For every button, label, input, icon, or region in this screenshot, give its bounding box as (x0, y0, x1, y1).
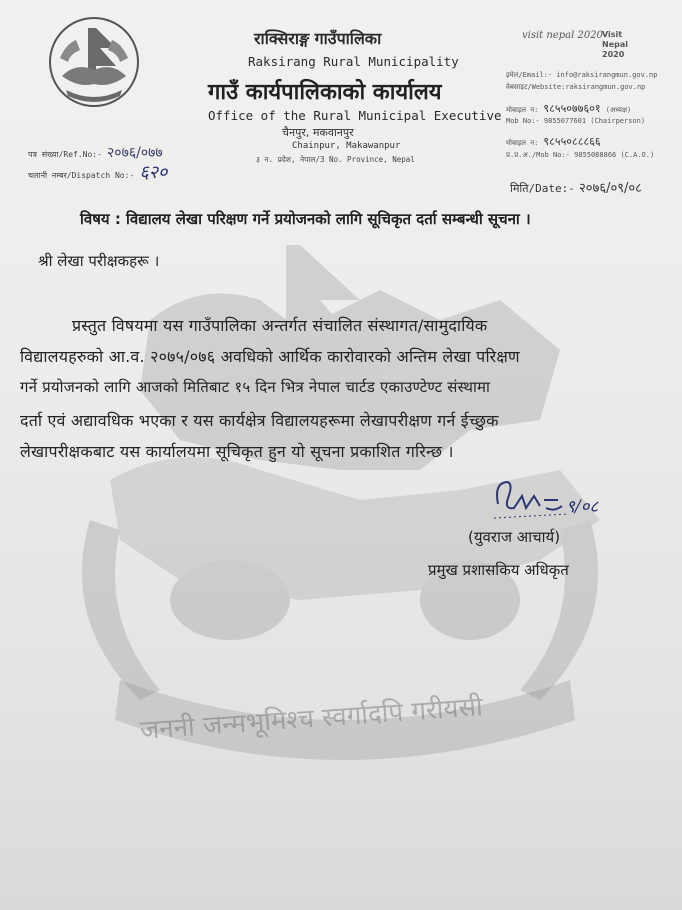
ref-label: पत्र संख्या/Ref.No:- (28, 150, 102, 159)
dispatch-number-row (28, 160, 167, 184)
municipality-name-en: Raksirang Rural Municipality (248, 54, 459, 69)
email-line: इमेल/Email:- info@raksirangmun.gov.np (506, 71, 658, 79)
date-label: मिति/Date:- (510, 182, 575, 195)
signatory-name: (युवराज आचार्य) (468, 528, 561, 546)
mobile-chair-np (506, 97, 631, 116)
body-line: दर्ता एवं अद्यावधिक भएका र यस कार्यक्षेत्र विद्यालयहरूमा लेखापरीक्षण गर्न ईच्छुक (20, 411, 499, 430)
ref-number-row (28, 142, 163, 162)
body-line: विद्यालयहरुको आ.व. २०७५/०७६ अवधिको आर्थिक कारोवारको अन्तिम लेखा परिक्षण (20, 347, 520, 366)
visit-nepal-logo-right: Visit Nepal 2020 (602, 30, 628, 59)
province-line: ३ न. प्रदेश, नेपाल/3 No. Province, Nepal (256, 155, 415, 164)
visit-nepal-logo-left: visit nepal 2020 (522, 30, 603, 41)
address-en: Chainpur, Makawanpur (292, 141, 401, 151)
watermark-motto: जननी जन्मभूमिश्च स्वर्गादपि गरीयसी (138, 692, 484, 746)
letter-date (510, 178, 642, 196)
body-line: गर्ने प्रयोजनको लागि आजको मितिबाट १५ दिन भित्र नेपाल चार्टड एकाउण्टेण्ट संस्थामा (20, 378, 491, 396)
website-line: वेबसाइट/Website:raksirangmun.gov.np (506, 83, 646, 91)
body-line: प्रस्तुत विषयमा यस गाउँपालिका अन्तर्गत संचालित संस्थागत/सामुदायिक (72, 316, 488, 335)
mobile-note: (अध्यक्ष) (605, 106, 632, 114)
nepal-emblem-logo (46, 14, 142, 110)
office-title-en: Office of the Rural Municipal Executive (208, 108, 502, 123)
signatory-title: प्रमुख प्रशासकिय अधिकृत (428, 561, 569, 579)
date-value: २०७६/०९/०८ (579, 181, 642, 196)
mobile-cao-np (506, 130, 601, 149)
dispatch-label: चलानी नम्बर/Dispatch No:- (28, 171, 135, 180)
mobile-number: ९८५५०८८८६६ (543, 135, 601, 148)
mobile-chair-en: Mob No:- 9855077601 (Chairperson) (506, 117, 646, 125)
mobile-cao-en: प्र.प्र.अ./Mob No:- 9855088866 (C.A.O.) (506, 151, 655, 159)
mobile-number: ९८५५०७७६०१ (543, 102, 601, 115)
letter-salutation: श्री लेखा परीक्षकहरू । (38, 252, 160, 270)
signature-date: ९/०८ (566, 497, 599, 517)
address-np: चैनपुर, मकवानपुर (282, 126, 354, 139)
dispatch-value: ६२० (139, 162, 168, 183)
ref-value: २०७६/०७७ (107, 145, 163, 161)
mobile-label: मोबाइल न: (506, 106, 539, 114)
body-line: लेखापरीक्षकबाट यस कार्यालयमा सूचिकृत हुन यो सूचना प्रकाशित गरिन्छ । (20, 442, 454, 461)
letter-subject: विषय : विद्यालय लेखा परिक्षण गर्ने प्रयोजनको लागि सूचिकृत दर्ता सम्बन्धी सूचना । (80, 210, 531, 228)
municipality-name-np: राक्सिराङ्ग गाउँपालिका (254, 29, 382, 48)
mobile-label: मोबाइल न: (506, 139, 539, 147)
office-title-np: गाउँ कार्यपालिकाको कार्यालय (208, 80, 442, 105)
